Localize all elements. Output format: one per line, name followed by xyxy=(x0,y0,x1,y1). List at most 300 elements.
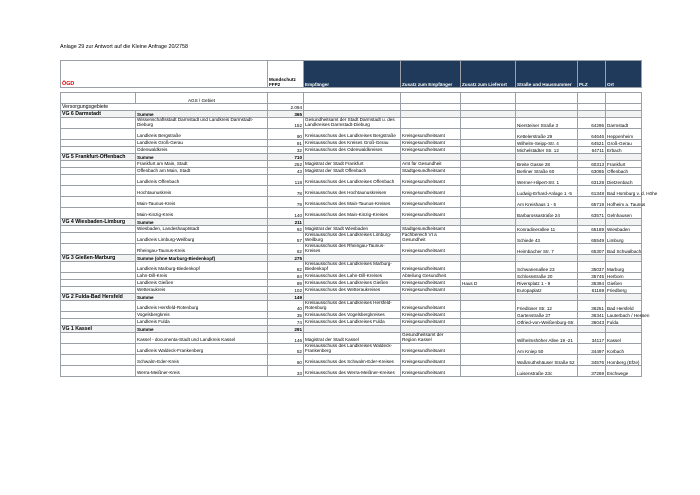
ort-cell: Herborn xyxy=(606,273,642,280)
table-row xyxy=(61,355,642,366)
table-row xyxy=(61,161,642,168)
empty-cell xyxy=(461,111,516,118)
empty-cell xyxy=(401,219,461,226)
zusatz-empfaenger-cell: Kreisgesundheitsamt xyxy=(401,344,461,355)
zusatz-empfaenger-cell: Kreisgesundheitsamt xyxy=(401,355,461,366)
zusatz-lieferort-cell xyxy=(461,355,516,366)
zusatz-lieferort-cell xyxy=(461,244,516,255)
region-summary-row xyxy=(61,219,642,226)
zusatz-lieferort-cell xyxy=(461,175,516,186)
strasse-cell: Am Kreishaus 1 - 5 xyxy=(516,197,578,208)
table-row xyxy=(61,233,642,244)
oegd-heading: ÖGD xyxy=(61,61,268,88)
empfaenger-cell: Magistrat der Stadt Kassel xyxy=(304,333,401,344)
gebiet-cell: Landkreis Gießen xyxy=(136,280,268,287)
empty-cell xyxy=(61,312,136,319)
empty-cell xyxy=(61,244,136,255)
plz-cell: 35394 xyxy=(578,280,606,287)
empty-cell xyxy=(516,154,578,161)
strasse-cell: Schlossstraße 20 xyxy=(516,273,578,280)
empty-cell xyxy=(61,301,136,312)
ort-cell: Friedberg xyxy=(606,287,642,294)
zusatz-empfaenger-cell: Kreisgesundheitsamt xyxy=(401,287,461,294)
plz-cell: 64711 xyxy=(578,147,606,154)
strasse-cell: Gartenstraße 27 xyxy=(516,312,578,319)
zusatz-empfaenger-cell: Gesundheitsamt der Region Kassel xyxy=(401,333,461,344)
empty-cell xyxy=(578,294,606,301)
strasse-cell: Werner-Hilpert-Str. 1 xyxy=(516,175,578,186)
empty-cell xyxy=(61,118,136,129)
summe-label: Summe (ohne Marburg-Biedenkopf) xyxy=(136,255,268,262)
empty-cell xyxy=(516,294,578,301)
empfaenger-cell: Kreisausschuss des Werra-Meißner-Kreises xyxy=(304,366,401,377)
mundschutz-cell: 74 xyxy=(268,319,304,326)
summe-value: 275 xyxy=(268,255,304,262)
region-summary-row xyxy=(61,326,642,333)
plz-cell: 37269 xyxy=(578,366,606,377)
table-row xyxy=(61,118,642,129)
zusatz-lieferort-cell xyxy=(461,233,516,244)
mundschutz-cell: 57 xyxy=(268,233,304,244)
table-row xyxy=(61,129,642,140)
zusatz-empfaenger-cell: Kreisgesundheitsamt xyxy=(401,197,461,208)
empfaenger-cell: Kreisausschuss des Landkreises Marburg-Biedenkopf xyxy=(304,262,401,273)
zusatz-lieferort-cell xyxy=(461,129,516,140)
plz-cell: 36251 xyxy=(578,301,606,312)
empfaenger-cell: Magistrat der Stadt Wiesbaden xyxy=(304,226,401,233)
table-row xyxy=(61,168,642,175)
empty-cell xyxy=(61,273,136,280)
ort-cell: Kassel xyxy=(606,333,642,344)
empty-cell xyxy=(61,208,136,219)
zusatz-empfaenger-heading: Zusatz zum Empfänger xyxy=(401,61,461,88)
empfaenger-cell: Gesundheitsamt der Stadt Darmstadt u. des Landkreises Darmstadt-Dieburg xyxy=(304,118,401,129)
mundschutz-cell: 140 xyxy=(268,208,304,219)
gebiet-cell: Wissenschaftsstadt Darmstadt und Landkreis Darmstadt-Dieburg xyxy=(136,118,268,129)
zusatz-empfaenger-cell: Stadtgesundheitsamt xyxy=(401,226,461,233)
zusatz-lieferort-cell xyxy=(461,273,516,280)
empfaenger-cell: Kreisausschuss des Vogelsbergkreises xyxy=(304,312,401,319)
zusatz-empfaenger-cell: Kreisgesundheitsamt xyxy=(401,366,461,377)
mundschutz-cell: 89 xyxy=(268,280,304,287)
ort-cell: Wiesbaden xyxy=(606,226,642,233)
mundschutz-cell: 62 xyxy=(268,244,304,255)
summe-value: 211 xyxy=(268,219,304,226)
mundschutz-cell: 79 xyxy=(268,197,304,208)
zusatz-lieferort-cell xyxy=(461,344,516,355)
empfaenger-heading: Empfänger xyxy=(304,61,401,88)
empty-cell xyxy=(304,154,401,161)
gebiet-cell: Werra-Meißner-Kreis xyxy=(136,366,268,377)
gebiet-cell: Frankfurt am Main, Stadt xyxy=(136,161,268,168)
zusatz-lieferort-cell: Haus D xyxy=(461,280,516,287)
gebiet-cell: Landkreis Groß-Gerau xyxy=(136,140,268,147)
table-row xyxy=(61,273,642,280)
plz-cell: 61348 xyxy=(578,186,606,197)
strasse-cell: Schiede 43 xyxy=(516,233,578,244)
empty-cell xyxy=(578,219,606,226)
plz-cell: 60313 xyxy=(578,161,606,168)
table-row xyxy=(61,262,642,273)
ort-cell: Bad Hersfeld xyxy=(606,301,642,312)
table-row xyxy=(61,280,642,287)
mundschutz-heading: Mundschutz FFP2 xyxy=(268,61,304,88)
empfaenger-cell: Kreisausschuss des Rheingau-Taunus-Kreises xyxy=(304,244,401,255)
empty-cell xyxy=(461,326,516,333)
empty-cell xyxy=(578,255,606,262)
gebiet-cell: Offenbach am Main, Stadt xyxy=(136,168,268,175)
empfaenger-cell: Kreisausschuss des Landkreises Waldeck-Frankenberg xyxy=(304,344,401,355)
gebiet-cell: Kassel - documenta-Stadt und Landkreis Kassel xyxy=(136,333,268,344)
zusatz-empfaenger-cell: Kreisgesundheitsamt xyxy=(401,186,461,197)
plz-cell: 36043 xyxy=(578,319,606,326)
empfaenger-cell: Kreisausschuss des Lahn-Dill-Kreises xyxy=(304,273,401,280)
gebiet-cell: Landkreis Limburg-Weilburg xyxy=(136,233,268,244)
empty-cell xyxy=(578,111,606,118)
plz-cell: 36341 xyxy=(578,312,606,319)
zusatz-empfaenger-cell xyxy=(401,118,461,129)
zusatz-lieferort-cell xyxy=(461,366,516,377)
empty-cell xyxy=(516,111,578,118)
empty-cell xyxy=(401,111,461,118)
gebiet-cell: Landkreis Bergstraße xyxy=(136,129,268,140)
strasse-cell: Schwanenallee 23 xyxy=(516,262,578,273)
table-row xyxy=(61,244,642,255)
empty-cell xyxy=(61,161,136,168)
zusatz-empfaenger-cell: Kreisgesundheitsamt xyxy=(401,262,461,273)
ort-cell: Gelnhausen xyxy=(606,208,642,219)
zusatz-lieferort-cell xyxy=(461,333,516,344)
empfaenger-cell: Kreisausschuss des Wetteraukreises xyxy=(304,287,401,294)
zusatz-empfaenger-cell: Kreisgesundheitsamt xyxy=(401,301,461,312)
plz-heading: PLZ xyxy=(578,61,606,88)
empty-cell xyxy=(516,255,578,262)
gebiet-cell: Schwalm-Eder-Kreis xyxy=(136,355,268,366)
empty-cell xyxy=(461,255,516,262)
empfaenger-cell: Kreisausschuss des Landkreises Bergstraße xyxy=(304,129,401,140)
strasse-cell: Friedloser Str. 12 xyxy=(516,301,578,312)
ort-cell: Heppenheim xyxy=(606,129,642,140)
ort-cell: Groß-Gerau xyxy=(606,140,642,147)
mundschutz-cell: 35 xyxy=(268,312,304,319)
region-name: VG 6 Darmstadt xyxy=(61,111,136,118)
empty-cell xyxy=(516,219,578,226)
zusatz-lieferort-heading: Zusatz zum Lieferort xyxy=(461,61,516,88)
empty-cell xyxy=(61,129,136,140)
zusatz-empfaenger-cell: Kreisgesundheitsamt xyxy=(401,147,461,154)
empty-cell xyxy=(578,154,606,161)
table-row xyxy=(61,333,642,344)
empty-cell xyxy=(606,154,642,161)
empfaenger-cell: Kreisausschuss des Main-Kinzig-Kreises xyxy=(304,208,401,219)
region-name: VG 4 Wiesbaden-Limburg xyxy=(61,219,136,226)
strasse-cell: Ludwig-Erhard-Anlage 1 -5 xyxy=(516,186,578,197)
zusatz-lieferort-cell xyxy=(461,186,516,197)
plz-cell: 64521 xyxy=(578,140,606,147)
gebiet-cell: Wetteraukreis xyxy=(136,287,268,294)
zusatz-empfaenger-cell: Stadtgesundheitsamt xyxy=(401,168,461,175)
gebiet-cell: Rheingau-Taunus-Kreis xyxy=(136,244,268,255)
zusatz-lieferort-cell xyxy=(461,118,516,129)
table-row xyxy=(61,344,642,355)
ags-label: AGS / Gebiet xyxy=(136,93,268,104)
table-row xyxy=(61,197,642,208)
empfaenger-cell: Kreisausschuss des Main-Taunus-Kreises xyxy=(304,197,401,208)
ort-cell: Hofheim a. Taunus xyxy=(606,197,642,208)
mundschutz-cell: 118 xyxy=(268,175,304,186)
gebiet-cell: Main-Kinzig-Kreis xyxy=(136,208,268,219)
empfaenger-cell: Kreisausschuss des Odenwaldkreises xyxy=(304,147,401,154)
summe-label: Summe xyxy=(136,111,268,118)
empty-cell xyxy=(578,326,606,333)
ort-cell: Limburg xyxy=(606,233,642,244)
ort-cell: Korbach xyxy=(606,344,642,355)
plz-cell: 65719 xyxy=(578,197,606,208)
region-summary-row xyxy=(61,154,642,161)
plz-cell: 65307 xyxy=(578,244,606,255)
empty-cell xyxy=(61,233,136,244)
summe-value: 710 xyxy=(268,154,304,161)
empty-cell xyxy=(61,262,136,273)
zusatz-empfaenger-cell: Amt für Gesundheit xyxy=(401,161,461,168)
ort-heading: Ort xyxy=(606,61,642,88)
empty-cell xyxy=(61,333,136,344)
mundschutz-cell: 33 xyxy=(268,366,304,377)
plz-cell: 65549 xyxy=(578,233,606,244)
strasse-cell: Konradinerallee 11 xyxy=(516,226,578,233)
summe-label: Summe xyxy=(136,219,268,226)
empty-cell xyxy=(61,355,136,366)
mundschutz-cell: 90 xyxy=(268,129,304,140)
empty-cell xyxy=(61,197,136,208)
mundschutz-cell: 252 xyxy=(268,161,304,168)
region-name: VG 5 Frankfurt-Offenbach xyxy=(61,154,136,161)
empty-cell xyxy=(61,280,136,287)
versorgungsgebiete-label: Versorgungsgebiete xyxy=(61,104,268,111)
ort-cell: Gießen xyxy=(606,280,642,287)
gebiet-cell: Landkreis Marburg-Biedenkopf xyxy=(136,262,268,273)
ort-cell: Bad Homburg v. d. Höhe xyxy=(606,186,642,197)
gebiet-cell: Wiesbaden, Landeshauptstadt xyxy=(136,226,268,233)
table-row xyxy=(61,312,642,319)
zusatz-lieferort-cell xyxy=(461,147,516,154)
empty-cell xyxy=(304,219,401,226)
empty-cell xyxy=(606,111,642,118)
empty-cell xyxy=(61,147,136,154)
table-row xyxy=(61,287,642,294)
ort-cell: Fulda xyxy=(606,319,642,326)
empfaenger-cell: Magistrat der Stadt Offenbach xyxy=(304,168,401,175)
strasse-cell: Breite Gasse 28 xyxy=(516,161,578,168)
strasse-cell: Riversplatz 1 - 9 xyxy=(516,280,578,287)
zusatz-empfaenger-cell: Kreisgesundheitsamt xyxy=(401,280,461,287)
plz-cell: 64646 xyxy=(578,129,606,140)
mundschutz-cell: 32 xyxy=(268,147,304,154)
plz-cell: 35037 xyxy=(578,262,606,273)
empfaenger-cell: Kreisausschuss des Hochtaunuskreises xyxy=(304,186,401,197)
strasse-cell: Heimbacher Str. 7 xyxy=(516,244,578,255)
strasse-cell: Otfried-von-Weißenburg-Str. xyxy=(516,319,578,326)
gebiet-cell: Odenwaldkreis xyxy=(136,147,268,154)
table-row xyxy=(61,208,642,219)
mundschutz-cell: 82 xyxy=(268,262,304,273)
empty-cell xyxy=(516,326,578,333)
empty-cell xyxy=(461,154,516,161)
empty-cell xyxy=(61,366,136,377)
ort-cell: Marburg xyxy=(606,262,642,273)
zusatz-empfaenger-cell: Abteilung Gesundheit xyxy=(401,273,461,280)
empfaenger-cell: Kreisausschuss des Landkreises Hersfeld-Rotenburg xyxy=(304,301,401,312)
versorgungsgebiete-row xyxy=(61,104,642,111)
empty-cell xyxy=(461,219,516,226)
empty-cell xyxy=(606,219,642,226)
gebiet-cell: Vogelsbergkreis xyxy=(136,312,268,319)
summe-value: 291 xyxy=(268,326,304,333)
table-row xyxy=(61,301,642,312)
table-row xyxy=(61,147,642,154)
zusatz-lieferort-cell xyxy=(461,168,516,175)
strasse-cell: Niersteiner Straße 3 xyxy=(516,118,578,129)
mundschutz-cell: 40 xyxy=(268,301,304,312)
summe-value: 149 xyxy=(268,294,304,301)
summe-label: Summe xyxy=(136,294,268,301)
strasse-cell: Wilhelm-Seipp-Str. 4 xyxy=(516,140,578,147)
zusatz-empfaenger-cell: Kreisgesundheitsamt xyxy=(401,129,461,140)
empty-cell xyxy=(61,287,136,294)
region-name: VG 1 Kassel xyxy=(61,326,136,333)
empfaenger-cell: Kreisausschuss des Landkreises Offenbach xyxy=(304,175,401,186)
empty-cell xyxy=(61,168,136,175)
zusatz-empfaenger-cell: Kreisgesundheitsamt xyxy=(401,208,461,219)
ort-cell: Frankfurt xyxy=(606,161,642,168)
plz-cell: 34576 xyxy=(578,355,606,366)
empty-cell xyxy=(304,326,401,333)
plz-cell: 34497 xyxy=(578,344,606,355)
empfaenger-cell: Magistrat der Stadt Frankfurt xyxy=(304,161,401,168)
zusatz-lieferort-cell xyxy=(461,312,516,319)
zusatz-lieferort-cell xyxy=(461,287,516,294)
empty-cell xyxy=(606,326,642,333)
zusatz-empfaenger-cell: Kreisgesundheitsamt xyxy=(401,244,461,255)
mundschutz-cell: 84 xyxy=(268,273,304,280)
zusatz-lieferort-cell xyxy=(461,301,516,312)
table-row xyxy=(61,140,642,147)
mundschutz-cell: 43 xyxy=(268,168,304,175)
ort-cell: Darmstadt xyxy=(606,118,642,129)
empty-cell xyxy=(61,226,136,233)
empty-cell xyxy=(461,294,516,301)
empty-cell xyxy=(61,186,136,197)
ort-cell: Lauterbach / Hessen xyxy=(607,312,650,318)
empty-cell xyxy=(401,154,461,161)
versorgungsgebiete-value: 2.094 xyxy=(268,104,304,111)
gebiet-cell: Lahn-Dill-Kreis xyxy=(136,273,268,280)
zusatz-empfaenger-cell: Kreisgesundheitsamt xyxy=(401,319,461,326)
mundschutz-cell: 91 xyxy=(268,140,304,147)
gebiet-cell: Main-Taunus-Kreis xyxy=(136,197,268,208)
empfaenger-cell: Kreisausschuss des Kreises Groß-Gerau xyxy=(304,140,401,147)
strasse-cell: Berliner Straße 60 xyxy=(516,168,578,175)
zusatz-lieferort-cell xyxy=(461,262,516,273)
table-row xyxy=(61,175,642,186)
gebiet-cell: Landkreis Fulda xyxy=(136,319,268,326)
gebiet-cell: Landkreis Hersfeld-Rotenburg xyxy=(136,301,268,312)
ort-cell: Homberg (Efze) xyxy=(606,355,642,366)
empty-cell xyxy=(606,255,642,262)
gebiet-cell: Landkreis Waldeck-Frankenberg xyxy=(136,344,268,355)
strasse-cell: Kettelerstraße 29 xyxy=(516,129,578,140)
empfaenger-cell: Kreisausschuss des Landkreises Gießen xyxy=(304,280,401,287)
strasse-cell: Am Kniep 50 xyxy=(516,344,578,355)
region-name: VG 2 Fulda-Bad Hersfeld xyxy=(61,294,136,301)
mundschutz-cell: 152 xyxy=(268,118,304,129)
mundschutz-cell: 60 xyxy=(268,355,304,366)
zusatz-empfaenger-cell: Kreisgesundheitsamt xyxy=(401,140,461,147)
region-name: VG 3 Gießen-Marburg xyxy=(61,255,136,262)
zusatz-lieferort-cell xyxy=(461,319,516,326)
empty-cell xyxy=(61,140,136,147)
plz-cell: 61169 xyxy=(578,287,606,294)
document-caption: Anlage 29 zur Antwort auf die Kleine Anfrage 20/2758 xyxy=(60,44,188,50)
ort-cell: Dietzenbach xyxy=(606,175,642,186)
zusatz-empfaenger-cell: Fachbereich VI a Gesundheit xyxy=(401,233,461,244)
empty-cell xyxy=(61,319,136,326)
mundschutz-cell: 92 xyxy=(268,226,304,233)
empfaenger-cell: Kreisausschuss des Schwalm-Eder-Kreises xyxy=(304,355,401,366)
summe-label: Summe xyxy=(136,154,268,161)
empty-cell xyxy=(401,294,461,301)
strasse-cell: Michelstädter Str. 12 xyxy=(516,147,578,154)
plz-cell: 35745 xyxy=(578,273,606,280)
plz-cell: 63128 xyxy=(578,175,606,186)
gebiet-cell: Hochtaunuskreis xyxy=(136,186,268,197)
mundschutz-cell: 146 xyxy=(268,333,304,344)
ort-cell: Erbach xyxy=(606,147,642,154)
zusatz-lieferort-cell xyxy=(461,197,516,208)
mundschutz-cell: 52 xyxy=(268,344,304,355)
empty-cell xyxy=(401,255,461,262)
zusatz-empfaenger-cell: Kreisgesundheitsamt xyxy=(401,312,461,319)
plz-cell: 34117 xyxy=(578,333,606,344)
plz-cell: 65189 xyxy=(578,226,606,233)
summe-label: Summe xyxy=(136,326,268,333)
table-header xyxy=(61,61,642,88)
ort-cell: Eschwege xyxy=(606,366,642,377)
empty-cell xyxy=(606,294,642,301)
zusatz-empfaenger-cell: Kreisgesundheitsamt xyxy=(401,175,461,186)
plz-cell: 63065 xyxy=(578,168,606,175)
empfaenger-cell: Kreisausschuss des Landkreises Fulda xyxy=(304,319,401,326)
ort-cell: Bad Schwalbach xyxy=(606,244,642,255)
table-row xyxy=(61,319,642,326)
zusatz-lieferort-cell xyxy=(461,140,516,147)
summe-value: 365 xyxy=(268,111,304,118)
strasse-cell: Wilhelmshöher Allee 19 -21 xyxy=(516,333,578,344)
gebiet-cell: Landkreis Offenbach xyxy=(136,175,268,186)
zusatz-lieferort-cell xyxy=(461,208,516,219)
ags-row xyxy=(61,93,642,104)
empfaenger-cell: Kreisausschuss des Landkreises Limburg-Weilburg xyxy=(304,233,401,244)
table-row xyxy=(61,186,642,197)
plz-cell: 63571 xyxy=(578,208,606,219)
zusatz-lieferort-cell xyxy=(461,226,516,233)
empty-cell xyxy=(61,175,136,186)
ort-cell: Offenbach xyxy=(606,168,642,175)
strasse-cell: Luisenstraße 23c xyxy=(516,366,578,377)
zusatz-lieferort-cell xyxy=(461,161,516,168)
mundschutz-cell: 78 xyxy=(268,186,304,197)
mundschutz-cell: 102 xyxy=(268,287,304,294)
